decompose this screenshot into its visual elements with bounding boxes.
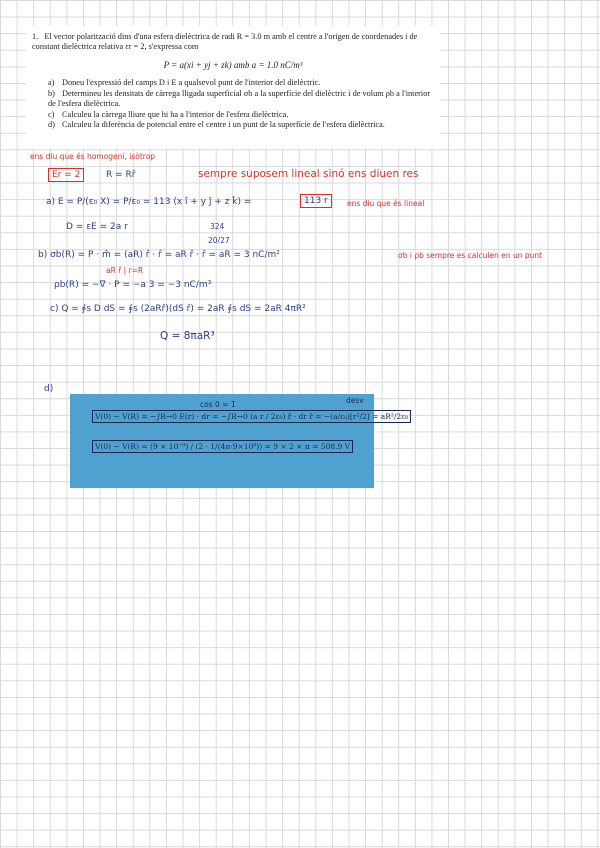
part-b-subscript: aR r̂ | r=R	[106, 266, 144, 275]
part-a: a) Doneu l'expressió del camps D i E a qualsevol punt de l'interior del dielèctric.	[48, 78, 321, 87]
potential-integral: V(0) − V(R) = −∫R→0 E(r) · dr = −∫R→0 (a r / 2ε₀) r̂ · dr r̂ = −(a/ε₀)[r²/2] = aR²/2ε₀	[92, 412, 411, 421]
er-box: Er = 2	[48, 170, 84, 180]
paste-annotation: cos 0 = 1	[200, 400, 236, 409]
part-a-note: ens diu que és lineal	[347, 199, 425, 208]
polarization-equation: P = a(xi + yj + zk) amb a = 1.0 nC/m³	[163, 60, 303, 70]
q-result: Q = 8πaR³	[160, 330, 215, 342]
rho-equation: ρb(R) = −∇ · P = −a 3 = −3 nC/m³	[54, 280, 212, 290]
problem-number: 1.	[32, 32, 39, 41]
part-b-equation: b) σb(R) = P · m̂ = (aR) r̂ · r̂ = aR r̂ · r̂ = aR = 3 nC/m²	[38, 250, 280, 260]
potential-numeric: V(0) − V(R) = (9 × 10⁻⁹) / (2 · 1/(4π·9×10⁹)) = 9 × 2 × π = 508.9 V	[92, 442, 353, 451]
part-c: c) Calculeu la càrrega lliure que hi ha a l'interior de l'esfera dielèctrica.	[48, 109, 289, 119]
note-lineal: sempre suposem lineal sinó ens diuen res	[198, 168, 419, 180]
d-field-equation: D = εE = 2a r	[66, 222, 128, 232]
part-b-note: σb i ρb sempre es calculen en un punt	[398, 251, 543, 260]
problem-statement	[26, 26, 440, 148]
part-c-equation: c) Q = ∮s D dS = ∮s (2aRr̂)(dS r̂) = 2aR ∮s dS = 2aR 4πR²	[50, 304, 306, 314]
problem-text	[32, 32, 436, 52]
note-isotrop: ens diu que és homogeni, isòtrop	[30, 152, 156, 161]
side-number-frac: 20/27	[208, 236, 230, 245]
part-d-pasted-image	[70, 394, 409, 488]
part-d-label: d)	[44, 384, 54, 394]
paste-note: desv	[346, 396, 364, 405]
problem-parts	[48, 78, 436, 131]
part-b: b) Determineu les densitats de càrrega lligada superficial σb a la superfície del dielèctric i de volum ρb a l'interior de l'esfera dielèctrica.	[48, 88, 431, 108]
side-number-324: 324	[210, 222, 225, 231]
part-a-result: 113 r	[300, 196, 332, 206]
part-a-equation: a) E = P/(ε₀ X) = P/ε₀ = 113 (x î + y ĵ + z k̂) =	[46, 197, 252, 207]
part-d: d) Calculeu la diferència de potencial entre el centre i un punt de la superfície de l'esfera dielèctrica.	[48, 120, 385, 130]
problem-body: El vector polarització dins d'una esfera dielèctrica de radi R = 3.0 m amb el centre a l'origen de coordenades i de constant dielèctrica relativa εr = 2, s'expressa com	[32, 32, 418, 52]
r-definition: R = Rr̂	[106, 170, 136, 180]
